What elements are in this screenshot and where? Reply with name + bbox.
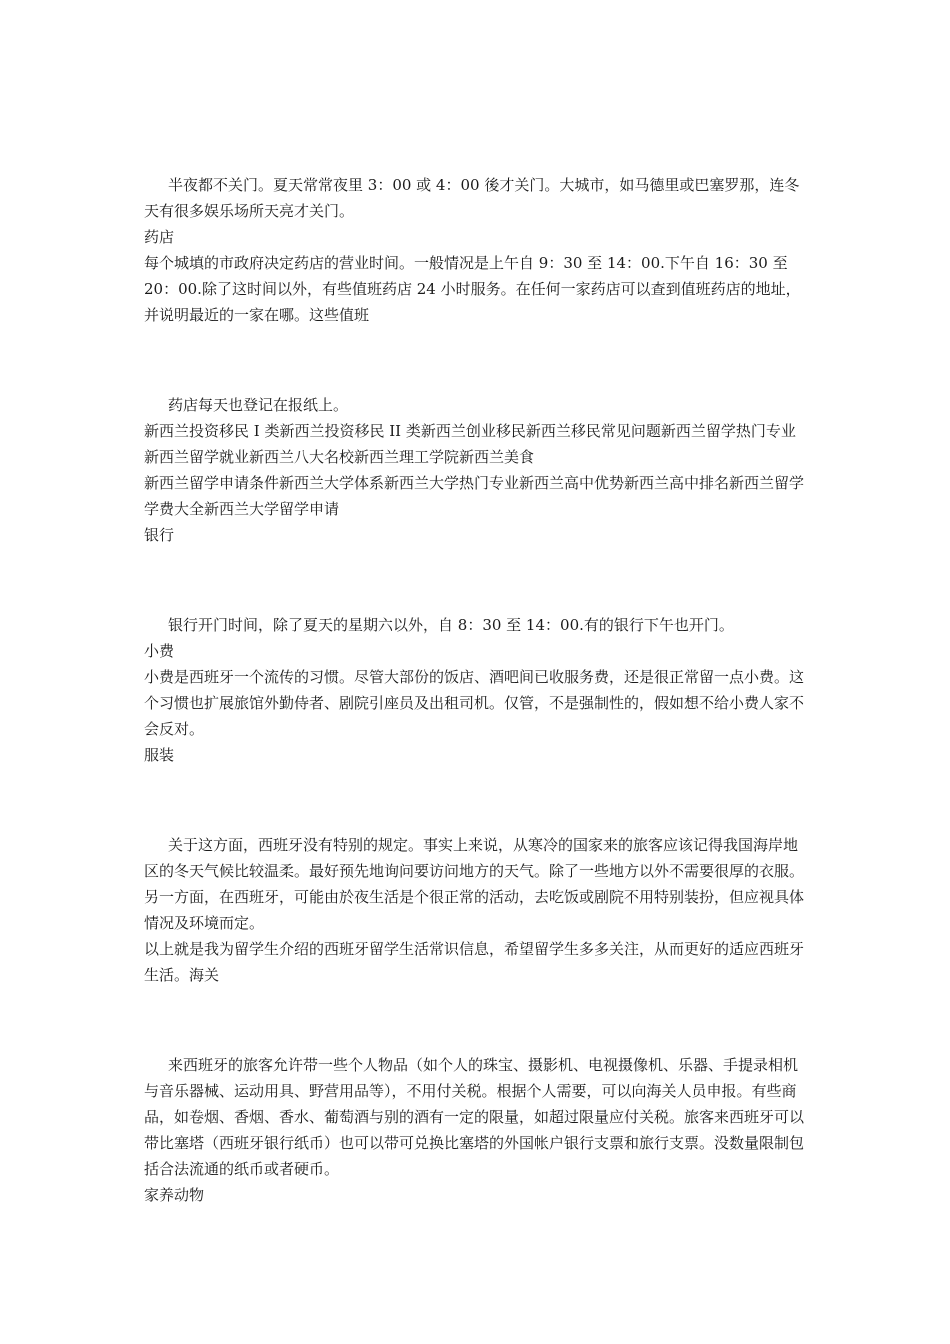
heading-pharmacy: 药店	[144, 228, 175, 246]
paragraph-nz-links-2: 新西兰留学申请条件新西兰大学体系新西兰大学热门专业新西兰高中优势新西兰高中排名新西兰留学学费大全新西兰大学留学申请	[144, 474, 805, 518]
paragraph-nightlife: 半夜都不关门。夏天常常夜里 3：00 或 4：00 後才关门。大城市，如马德里或巴塞罗那，连冬天有很多娱乐场所天亮才关门。	[144, 176, 800, 220]
page-gap	[144, 988, 810, 1052]
paragraph-tips: 小费是西班牙一个流传的习惯。尽管大部份的饭店、酒吧间已收服务费，还是很正常留一点小费。这个习惯也扩展旅馆外勤侍者、剧院引座员及出租司机。仅管，不是强制性的，假如想不给小费人家不会反对。	[144, 668, 805, 738]
paragraph-nz-links-1: 新西兰投资移民 I 类新西兰投资移民 II 类新西兰创业移民新西兰移民常见问题新西兰留学热门专业新西兰留学就业新西兰八大名校新西兰理工学院新西兰美食	[144, 422, 796, 466]
document-body	[144, 172, 810, 1208]
paragraph-bank-hours: 银行开门时间，除了夏天的星期六以外，自 8：30 至 14：00.有的银行下午也开门。	[168, 616, 734, 634]
heading-pets: 家养动物	[144, 1186, 205, 1204]
paragraph-summary-customs: 以上就是我为留学生介绍的西班牙留学生活常识信息，希望留学生多多关注，从而更好的适应西班牙生活。海关	[144, 940, 805, 984]
paragraph-pharmacy-newspaper: 药店每天也登记在报纸上。	[168, 396, 349, 414]
page-gap	[144, 768, 810, 832]
page-gap	[144, 328, 810, 392]
heading-clothing: 服装	[144, 746, 175, 764]
paragraph-pharmacy-hours: 每个城填的市政府决定药店的营业时间。一般情况是上午自 9：30 至 14：00.下午自 16：30 至 20：00.除了这时间以外，有些值班药店 24 小时服务。在任何一家药店可以查到值班药店的地址，并说明最近的一家在哪。这些值班	[144, 254, 801, 324]
page-gap	[144, 548, 810, 612]
paragraph-customs: 来西班牙的旅客允许带一些个人物品（如个人的珠宝、摄影机、电视摄像机、乐器、手提录相机与音乐器械、运动用具、野营用品等），不用付关税。根据个人需要，可以向海关人员申报。有些商品，如卷烟、香烟、香水、葡萄酒与别的酒有一定的限量，如超过限量应付关税。旅客来西班牙可以带比塞塔（西班牙银行纸币）也可以带可兑换比塞塔的外国帐户银行支票和旅行支票。没数量限制包括合法流通的纸币或者硬币。	[144, 1056, 805, 1178]
heading-tips: 小费	[144, 642, 175, 660]
heading-bank: 银行	[144, 526, 175, 544]
paragraph-clothing: 关于这方面，西班牙没有特别的规定。事实上来说，从寒冷的国家来的旅客应该记得我国海岸地区的冬天气候比较温柔。最好预先地询问要访问地方的天气。除了一些地方以外不需要很厚的衣服。另一方面，在西班牙，可能由於夜生活是个很正常的活动，去吃饭或剧院不用特别装扮，但应视具体情况及环境而定。	[144, 836, 805, 932]
